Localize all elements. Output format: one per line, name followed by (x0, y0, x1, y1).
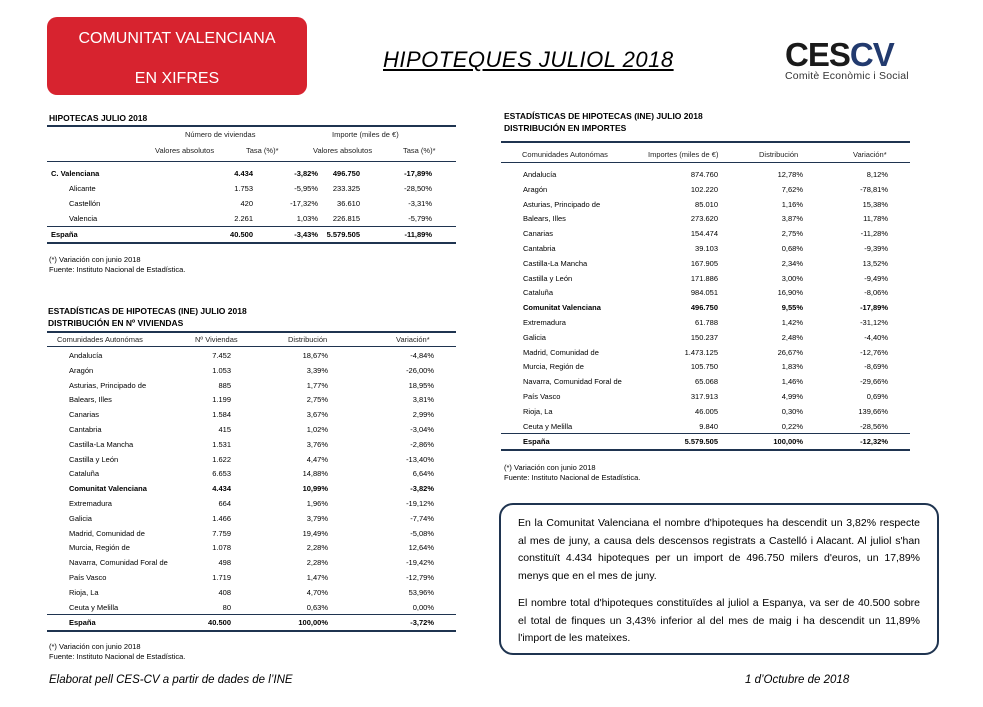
table-row (501, 241, 910, 256)
col-header-distribucion: Distribución (288, 335, 328, 344)
row-label: Aragón (69, 365, 94, 375)
cell-value: 496.750 (690, 303, 718, 313)
importes-distribution-table (501, 141, 910, 451)
cell-value: 1.719 (212, 572, 231, 582)
cell-distribucion: 18,67% (302, 351, 328, 360)
cell-value: 80 (222, 602, 231, 612)
table-row (47, 378, 456, 393)
table1-variation-note: (*) Variación con junio 2018 (49, 255, 141, 264)
row-label: Cantabria (69, 424, 102, 434)
cell-tasa-importe: -17,89% (404, 169, 432, 178)
table-row (501, 359, 910, 374)
cell-tasa-importe: -11,89% (404, 230, 432, 239)
row-label: Balears, Illes (69, 395, 112, 405)
cell-value: 885 (218, 380, 231, 390)
cell-variacion: -26,00% (406, 365, 434, 375)
table-row (501, 330, 910, 345)
table-row (47, 437, 456, 452)
table2-title-line-1: ESTADÍSTICAS DE HIPOTECAS (INE) JULIO 2018 (48, 306, 247, 316)
cell-variacion: 13,52% (862, 258, 888, 268)
cell-distribucion: 4,70% (306, 587, 328, 597)
cell-variacion: -5,08% (410, 528, 434, 538)
cell-value: 1.466 (212, 513, 231, 523)
row-label: España (69, 618, 96, 628)
cell-value: 150.237 (690, 332, 718, 342)
row-label: Canarias (523, 229, 554, 239)
table-row (501, 211, 910, 226)
cell-viviendas: 2.261 (234, 214, 253, 223)
badge-line-2: EN XIFRES (134, 70, 220, 87)
cell-distribucion: 0,63% (306, 602, 328, 612)
table3-note (504, 463, 640, 483)
cell-value: 9.840 (699, 421, 718, 431)
cell-variacion: -9,39% (864, 243, 888, 253)
table-row (501, 182, 910, 197)
cell-distribucion: 12,78% (777, 170, 803, 179)
cell-distribucion: 100,00% (298, 618, 328, 628)
table1-source-note: Fuente: Instituto Nacional de Estadística. (49, 265, 186, 274)
cell-value: 105.750 (690, 362, 718, 372)
table-row (501, 315, 910, 330)
cell-value: 408 (218, 587, 231, 597)
cell-value: 7.452 (212, 351, 231, 360)
cell-variacion: 2,99% (412, 410, 434, 420)
row-label: Asturias, Principado de (69, 380, 147, 390)
cell-value: 154.474 (690, 229, 718, 239)
col-header-variacion: Variación* (396, 335, 430, 344)
table3-variation-note: (*) Variación con junio 2018 (504, 463, 596, 472)
cell-variacion: -12,76% (860, 347, 888, 357)
table-row (47, 348, 456, 363)
cell-tasa-viviendas: -3,82% (294, 169, 318, 178)
cell-distribucion: 3,87% (781, 214, 803, 224)
table-row (47, 570, 456, 585)
col-header-comunidades: Comunidades Autonómas (522, 150, 608, 159)
page-title: HIPOTEQUES JULIOL 2018 (383, 47, 674, 72)
cell-importe: 233.325 (332, 184, 360, 193)
summary-box (499, 503, 939, 655)
row-label: Valencia (69, 214, 98, 223)
cell-value: 6.653 (212, 469, 231, 479)
cell-value: 317.913 (690, 391, 718, 401)
summary-paragraph-1: En la Comunitat Valenciana el nombre d'hipoteques ha descendit un 3,82% respecte al mes de juny, a causa dels descensos registrats a Castelló i Alacant. Al juliol s'han constituït 4.434 hipoteques per un import de 496.750 milers d'euros, un 17,89% menys que en el mes de juny. (518, 517, 920, 582)
table-row (501, 433, 910, 449)
row-label: Castilla-La Mancha (523, 258, 588, 268)
table2-variation-note: (*) Variación con junio 2018 (49, 642, 141, 651)
cell-viviendas: 420 (240, 199, 253, 208)
row-label: Rioja, La (523, 406, 553, 416)
cell-distribucion: 2,28% (306, 558, 328, 568)
cell-variacion: -31,12% (860, 317, 888, 327)
cell-importe: 496.750 (332, 169, 360, 178)
cell-variacion: -78,81% (860, 184, 888, 194)
cell-viviendas: 40.500 (230, 230, 253, 239)
row-label: Rioja, La (69, 587, 99, 597)
cell-distribucion: 9,55% (781, 303, 803, 313)
cell-variacion: -12,32% (860, 437, 888, 447)
row-label: Navarra, Comunidad Foral de (69, 558, 168, 568)
group-header-importe: Importe (miles de €) (332, 130, 399, 139)
cell-distribucion: 1,77% (306, 380, 328, 390)
row-label: Castilla-La Mancha (69, 439, 134, 449)
table2-source-note: Fuente: Instituto Nacional de Estadística. (49, 652, 186, 661)
cell-variacion: -19,12% (406, 498, 434, 508)
cell-tasa-viviendas: 1,03% (296, 214, 318, 223)
cell-distribucion: 2,28% (306, 543, 328, 553)
table-row (501, 226, 910, 241)
table-row (501, 167, 910, 182)
footer-credit: Elaborat pell CES-CV a partir de dades de l’INE (49, 674, 293, 686)
cell-distribucion: 3,67% (306, 410, 328, 420)
cell-value: 1.199 (212, 395, 231, 405)
table-row (47, 555, 456, 570)
cell-variacion: -3,82% (410, 484, 434, 494)
cell-value: 61.788 (695, 317, 718, 327)
cell-distribucion: 3,76% (306, 439, 328, 449)
col-header-importes: Importes (miles de €) (648, 150, 719, 159)
cell-variacion: -8,69% (864, 362, 888, 372)
row-label: España (523, 437, 550, 447)
col-header-distribucion: Distribución (759, 150, 799, 159)
table-row (47, 511, 456, 526)
row-label: Ceuta y Melilla (523, 421, 573, 431)
cell-variacion: -19,42% (406, 558, 434, 568)
cell-value: 1.531 (212, 439, 231, 449)
cell-tasa-viviendas: -3,43% (294, 230, 318, 239)
cell-variacion: 18,95% (408, 380, 434, 390)
table-row (501, 404, 910, 419)
table-row (47, 526, 456, 541)
cell-distribucion: 1,16% (781, 199, 803, 209)
table-row (501, 300, 910, 315)
cell-variacion: -3,04% (410, 424, 434, 434)
table-row (501, 389, 910, 404)
cell-tasa-importe: -5,79% (408, 214, 432, 223)
logo-mark-ces: CES (785, 36, 850, 73)
table-row (47, 585, 456, 600)
cell-variacion: -17,89% (860, 303, 888, 313)
table-row (501, 374, 910, 389)
cell-variacion: -4,40% (864, 332, 888, 342)
cell-tasa-importe: -3,31% (408, 199, 432, 208)
cell-tasa-importe: -28,50% (404, 184, 432, 193)
table-row (47, 392, 456, 407)
cell-distribucion: 3,79% (306, 513, 328, 523)
cell-value: 1.078 (212, 543, 231, 553)
row-label: Navarra, Comunidad Foral de (523, 377, 622, 387)
cell-variacion: -2,86% (410, 439, 434, 449)
col-header-num-viviendas: Nº Viviendas (195, 335, 238, 344)
footer-date: 1 d’Octubre de 2018 (745, 674, 850, 686)
cell-distribucion: 1,42% (781, 317, 803, 327)
cell-variacion: 12,64% (408, 543, 434, 553)
cell-distribucion: 4,99% (781, 391, 803, 401)
cell-variacion: 139,66% (858, 406, 888, 416)
cell-distribucion: 7,62% (781, 184, 803, 194)
cell-value: 498 (218, 558, 231, 568)
table-row (47, 496, 456, 511)
row-label: Cataluña (523, 288, 554, 298)
table-row (47, 600, 456, 615)
cell-variacion: 53,96% (408, 587, 434, 597)
table-row (501, 419, 910, 434)
cell-variacion: -4,84% (410, 351, 434, 360)
cell-distribucion: 0,22% (781, 421, 803, 431)
row-label: Comunitat Valenciana (69, 484, 147, 494)
logo-mark-cv: CV (849, 36, 894, 73)
row-label: Cataluña (69, 469, 100, 479)
cell-tasa-viviendas: -5,95% (294, 184, 318, 193)
cell-variacion: -12,79% (406, 572, 434, 582)
cell-value: 984.051 (690, 288, 718, 298)
row-label: Castilla y León (523, 273, 573, 283)
table-row (47, 466, 456, 481)
cell-value: 415 (218, 424, 231, 434)
row-label: Murcia, Región de (69, 543, 130, 553)
cell-value: 874.760 (690, 170, 718, 179)
cell-variacion: -3,72% (410, 618, 434, 628)
row-label: Asturias, Principado de (523, 199, 601, 209)
row-label: Extremadura (69, 498, 112, 508)
row-label: Alicante (69, 184, 96, 193)
cell-distribucion: 2,34% (781, 258, 803, 268)
region-badge (47, 17, 307, 95)
cell-viviendas: 1.753 (234, 184, 253, 193)
row-label: Andalucía (523, 170, 557, 179)
cell-variacion: 3,81% (412, 395, 434, 405)
cell-variacion: 0,00% (412, 602, 434, 612)
cell-importe: 5.579.505 (326, 230, 360, 239)
cell-variacion: 8,12% (866, 170, 888, 179)
cell-value: 1.584 (212, 410, 231, 420)
table-row (47, 540, 456, 555)
cell-value: 4.434 (212, 484, 231, 494)
cell-variacion: -7,74% (410, 513, 434, 523)
table2-title (48, 305, 247, 329)
row-label: Andalucía (69, 351, 103, 360)
cell-distribucion: 10,99% (302, 484, 328, 494)
table-row (47, 614, 456, 630)
table3-title (504, 110, 703, 134)
cell-importe: 36.610 (337, 199, 360, 208)
table-row (47, 196, 456, 211)
table-row (47, 407, 456, 422)
cell-distribucion: 0,30% (781, 406, 803, 416)
table-row (501, 285, 910, 300)
row-label: Castilla y León (69, 454, 119, 464)
table-row (47, 452, 456, 467)
cell-importe: 226.815 (332, 214, 360, 223)
table-row (501, 197, 910, 212)
table-row (501, 256, 910, 271)
row-label: Aragón (523, 184, 548, 194)
row-label: Murcia, Región de (523, 362, 584, 372)
badge-line-1: COMUNITAT VALENCIANA (78, 30, 276, 47)
cell-variacion: -9,49% (864, 273, 888, 283)
cell-value: 65.068 (695, 377, 718, 387)
cell-distribucion: 2,48% (781, 332, 803, 342)
cell-value: 85.010 (695, 199, 718, 209)
cell-value: 1.473.125 (684, 347, 718, 357)
cell-distribucion: 16,90% (777, 288, 803, 298)
logo-subtitle: Comitè Econòmic i Social (785, 70, 909, 82)
cell-distribucion: 26,67% (777, 347, 803, 357)
cell-value: 40.500 (208, 618, 231, 628)
cell-variacion: -13,40% (406, 454, 434, 464)
col-header-variacion: Variación* (853, 150, 887, 159)
cell-value: 102.220 (690, 184, 718, 194)
cell-value: 39.103 (695, 243, 718, 253)
row-label: Castellón (69, 199, 101, 208)
table-row (47, 166, 456, 181)
cell-value: 1.053 (212, 365, 231, 375)
col-header-comunidades: Comunidades Autonómas (57, 335, 143, 344)
cell-distribucion: 4,47% (306, 454, 328, 464)
table-row (47, 226, 456, 242)
cell-distribucion: 14,88% (302, 469, 328, 479)
cell-distribucion: 3,39% (306, 365, 328, 375)
col-header-abs-2: Valores absolutos (313, 146, 373, 155)
table1-note (49, 255, 185, 275)
ces-cv-logo (785, 38, 909, 82)
summary-paragraph-2: El nombre total d'hipoteques constituïdes al juliol a Espanya, va ser de 40.500 sobre el total de finques un 3,43% inferior al del mes de maig i ha descendit un 11,89% l'import de les mateixes. (518, 597, 920, 644)
row-label: Galicia (69, 513, 92, 523)
cell-value: 273.620 (690, 214, 718, 224)
cell-distribucion: 2,75% (781, 229, 803, 239)
table2-note (49, 642, 185, 662)
table-row (47, 211, 456, 226)
viviendas-distribution-table (47, 331, 456, 632)
table-row (501, 271, 910, 286)
row-label: Cantabria (523, 243, 556, 253)
cell-variacion: 0,69% (866, 391, 888, 401)
cell-distribucion: 1,46% (781, 377, 803, 387)
row-label: País Vasco (69, 572, 107, 582)
cell-value: 1.622 (212, 454, 231, 464)
row-label: C. Valenciana (51, 169, 100, 178)
cell-distribucion: 2,75% (306, 395, 328, 405)
table-row (47, 363, 456, 378)
cell-value: 46.005 (695, 406, 718, 416)
cell-distribucion: 1,83% (781, 362, 803, 372)
table3-title-line-1: ESTADÍSTICAS DE HIPOTECAS (INE) JULIO 2018 (504, 111, 703, 121)
table2-title-line-2: DISTRIBUCIÓN EN Nº VIVIENDAS (48, 318, 184, 328)
cell-distribucion: 1,96% (306, 498, 328, 508)
cell-distribucion: 100,00% (773, 437, 803, 447)
cell-distribucion: 1,02% (306, 424, 328, 434)
row-label: España (51, 230, 78, 239)
cell-variacion: -29,66% (860, 377, 888, 387)
cell-value: 664 (218, 498, 231, 508)
cell-variacion: 6,64% (412, 469, 434, 479)
cell-variacion: -8,06% (864, 288, 888, 298)
cell-value: 171.886 (690, 273, 718, 283)
cell-value: 7.759 (212, 528, 231, 538)
row-label: Galicia (523, 332, 546, 342)
cell-value: 167.905 (690, 258, 718, 268)
row-label: Balears, Illes (523, 214, 566, 224)
col-header-tasa-1: Tasa (%)* (246, 146, 279, 155)
cell-tasa-viviendas: -17,32% (290, 199, 318, 208)
row-label: Comunitat Valenciana (523, 303, 601, 313)
table-row (47, 422, 456, 437)
table-row (47, 181, 456, 196)
row-label: Extremadura (523, 317, 566, 327)
cell-value: 5.579.505 (684, 437, 718, 447)
mortgages-summary-table (47, 125, 456, 244)
cell-viviendas: 4.434 (234, 169, 253, 178)
cell-variacion: -28,56% (860, 421, 888, 431)
table1-title: HIPOTECAS JULIO 2018 (49, 113, 148, 123)
table3-source-note: Fuente: Instituto Nacional de Estadística. (504, 473, 641, 482)
col-header-abs-1: Valores absolutos (155, 146, 215, 155)
group-header-viviendas: Número de viviendas (185, 130, 256, 139)
cell-distribucion: 3,00% (781, 273, 803, 283)
cell-distribucion: 0,68% (781, 243, 803, 253)
row-label: Madrid, Comunidad de (523, 347, 599, 357)
row-label: Madrid, Comunidad de (69, 528, 145, 538)
row-label: Canarias (69, 410, 100, 420)
cell-distribucion: 1,47% (306, 572, 328, 582)
row-label: Ceuta y Melilla (69, 602, 119, 612)
cell-variacion: 15,38% (862, 199, 888, 209)
row-label: País Vasco (523, 391, 561, 401)
col-header-tasa-2: Tasa (%)* (403, 146, 436, 155)
cell-variacion: -11,28% (860, 229, 888, 239)
cell-variacion: 11,78% (863, 214, 888, 224)
table3-title-line-2: DISTRIBUCIÓN EN IMPORTES (504, 123, 627, 133)
table-row (47, 481, 456, 496)
table-row (501, 345, 910, 360)
cell-distribucion: 19,49% (302, 528, 328, 538)
